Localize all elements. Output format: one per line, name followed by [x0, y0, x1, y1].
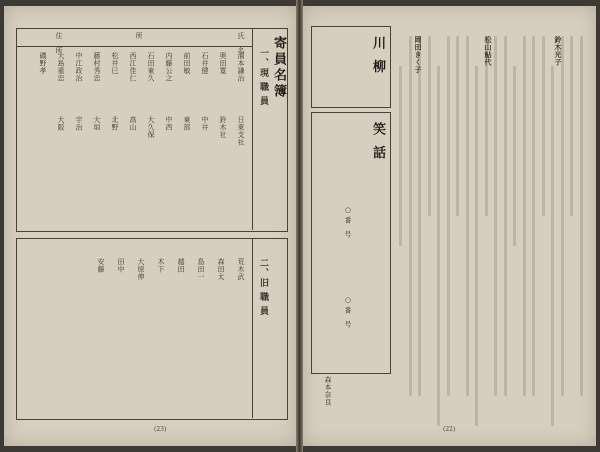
circle-item-1: ○ 番 号	[344, 206, 352, 238]
page-title: 寄員名簿	[271, 36, 286, 100]
former-staff-name: 安藤	[97, 258, 105, 273]
prose-line	[409, 36, 412, 396]
poet-name: 鈴木光子	[554, 36, 563, 66]
staff-place: 中井	[201, 116, 209, 131]
former-staff-name: 森田太	[217, 258, 225, 281]
prose-line	[561, 36, 564, 396]
staff-place: 大久保	[147, 116, 155, 139]
former-staff-name: 越田	[177, 258, 185, 273]
staff-place: 高山	[129, 116, 137, 131]
prose-line	[494, 36, 497, 396]
table-divider-2	[252, 238, 253, 418]
laugh-story-title: 笑 話	[370, 122, 385, 162]
former-staff-name: 島田一	[197, 258, 205, 281]
staff-name: 前田敏	[183, 52, 191, 75]
prose-line	[580, 36, 583, 396]
section1-heading: 一、現 職 員	[258, 48, 268, 107]
right-page	[303, 6, 596, 446]
prose-line	[475, 66, 478, 426]
prose-line	[513, 66, 516, 246]
staff-name: 奥田寛	[219, 52, 227, 75]
senryu-title: 川 柳	[370, 36, 385, 76]
staff-name: 西江佳仁	[129, 52, 137, 82]
staff-name: 内藤公之	[165, 52, 173, 82]
staff-name: 石井健	[201, 52, 209, 75]
staff-place: 北野	[111, 116, 119, 131]
prose-line	[437, 66, 440, 426]
former-staff-name: 木下	[157, 258, 165, 273]
col-address-header: 住 所	[55, 32, 63, 55]
staff-place: 東部	[183, 116, 191, 131]
former-staff-table	[16, 238, 288, 420]
staff-place: 日東支社	[237, 116, 245, 146]
col-name-header: 氏 名	[237, 32, 245, 55]
former-staff-name: 荒木武	[237, 258, 245, 281]
header-rule	[16, 46, 252, 47]
prose-line	[532, 36, 535, 396]
former-staff-name: 大原伸	[137, 258, 145, 281]
former-staff-name: 田中	[117, 258, 125, 273]
prose-line	[504, 36, 507, 396]
prose-line	[466, 36, 469, 396]
staff-name: 松井巳	[111, 52, 119, 75]
prose-line	[428, 36, 431, 216]
left-page	[4, 6, 296, 446]
poet-name: 岡田きく子	[414, 36, 423, 74]
prose-line	[456, 36, 459, 216]
staff-place: 鈴木社	[219, 116, 227, 139]
section2-heading: 二、旧 職 員	[258, 258, 268, 317]
circle-item-2: ○ 番 号	[344, 296, 352, 328]
poet-name: 松山鮎代	[484, 36, 493, 66]
staff-name: 藤村秀忠	[93, 52, 101, 82]
staff-name: 濱本謙治	[237, 52, 245, 82]
page-number-right: (22)	[443, 426, 456, 433]
table-divider	[252, 28, 253, 230]
prose-line	[399, 66, 402, 246]
prose-line	[523, 36, 526, 396]
staff-place: 中西	[165, 116, 173, 131]
staff-name: 中江政治	[75, 52, 83, 82]
book-gutter	[296, 0, 303, 452]
col-office-header: 所	[135, 32, 143, 40]
prose-line	[551, 66, 554, 426]
staff-name: 大島重忠	[57, 52, 65, 82]
page-number-left: (23)	[154, 426, 167, 433]
staff-place: 宇治	[75, 116, 83, 131]
staff-name: 磯野孝	[39, 52, 47, 75]
staff-place: 大垣	[93, 116, 101, 131]
staff-place: 大阪	[57, 116, 65, 131]
staff-name: 石田東久	[147, 52, 155, 82]
prose-line	[447, 36, 450, 396]
prose-line	[542, 36, 545, 216]
prose-line	[570, 36, 573, 216]
footer-name: 森本奈良	[324, 376, 332, 406]
prose-line	[418, 36, 421, 396]
